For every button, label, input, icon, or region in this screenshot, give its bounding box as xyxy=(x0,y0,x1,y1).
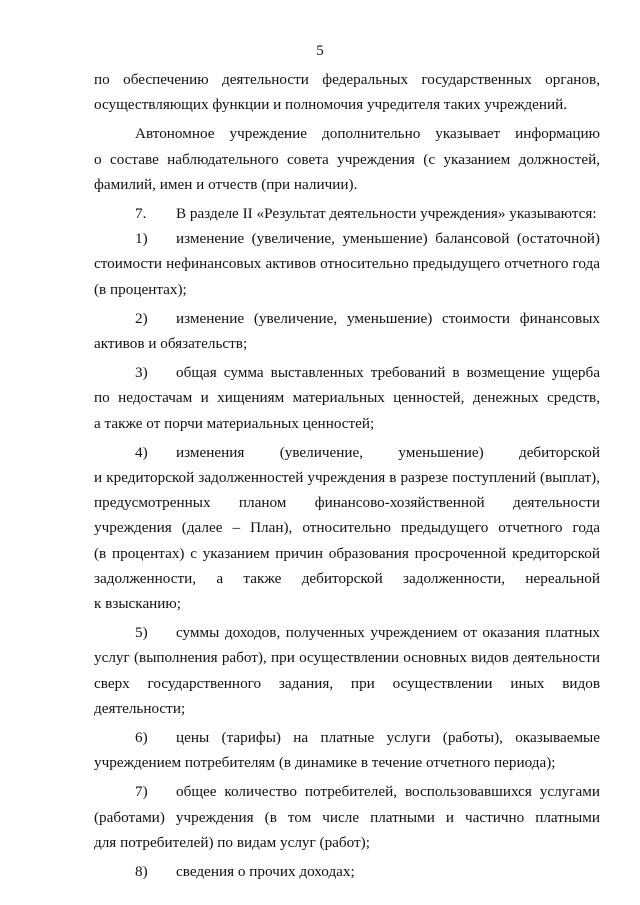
text-line: и кредиторской задолженностей учреждения в разрезе поступлений (выплат), xyxy=(94,469,600,487)
item-number: 4) xyxy=(135,443,148,461)
text-line: суммы доходов, полученных учреждением от оказания платных xyxy=(176,624,600,642)
text-line: активов и обязательств; xyxy=(94,335,248,353)
list-item-6 xyxy=(94,725,600,750)
text-line: изменение (увеличение, уменьшение) балансовой (остаточной) xyxy=(176,230,600,248)
list-item-3 xyxy=(94,360,600,385)
list-item-2 xyxy=(94,306,600,331)
item-number: 8) xyxy=(135,863,148,881)
text-line: по обеспечению деятельности федеральных государственных органов, xyxy=(94,71,600,88)
item-number: 6) xyxy=(135,729,148,747)
text-line: сверх государственного задания, при осуществлении иных видов xyxy=(94,674,600,692)
text-line: изменение (увеличение, уменьшение) стоимости финансовых xyxy=(176,309,600,327)
text-line: для потребителей) по видам услуг (работ); xyxy=(94,833,370,851)
text-line: общая сумма выставленных требований в возмещение ущерба xyxy=(176,364,600,382)
text-line: стоимости нефинансовых активов относительно предыдущего отчетного года xyxy=(94,255,600,273)
item-number: 7. xyxy=(135,205,147,223)
text-line: к взысканию; xyxy=(94,595,182,613)
list-item-4 xyxy=(94,440,600,465)
text-line: деятельности; xyxy=(94,699,186,717)
text-line: Автономное учреждение дополнительно указывает информацию xyxy=(135,125,600,143)
text-line: услуг (выполнения работ), при осуществлении основных видов деятельности xyxy=(94,649,600,667)
text-line: (работами) учреждения (в том числе платными и частично платными xyxy=(94,808,600,826)
list-item-5 xyxy=(94,620,600,645)
text-line: учреждением потребителям (в динамике в течение отчетного периода); xyxy=(94,754,556,772)
text-line: В разделе II «Результат деятельности учреждения» указываются: xyxy=(176,205,597,223)
text-line: (в процентах); xyxy=(94,280,187,298)
document-body xyxy=(94,67,600,884)
text-line: фамилий, имен и отчеств (при наличии). xyxy=(94,175,358,193)
text-line: по недостачам и хищениям материальных ценностей, денежных средств, xyxy=(94,389,600,407)
text-line: учреждения (далее – План), относительно предыдущего отчетного года xyxy=(94,519,600,537)
item-number: 2) xyxy=(135,309,148,327)
item-number: 7) xyxy=(135,783,148,801)
item-number: 5) xyxy=(135,624,148,642)
page-number: 5 xyxy=(316,43,324,59)
text-line: цены (тарифы) на платные услуги (работы), оказываемые xyxy=(176,729,600,747)
list-item-7b xyxy=(94,779,600,804)
list-item-1 xyxy=(94,226,600,251)
list-item-7 xyxy=(94,201,600,226)
text-line: о составе наблюдательного совета учреждения (с указанием должностей, xyxy=(94,150,600,168)
list-item-8 xyxy=(94,859,600,884)
text-line: изменения (увеличение, уменьшение) дебиторской xyxy=(176,443,600,461)
text-line: предусмотренных планом финансово-хозяйственной деятельности xyxy=(94,494,600,512)
text-line: осуществляющих функции и полномочия учредителя таких учреждений. xyxy=(94,96,568,114)
text-line: (в процентах) с указанием причин образования просроченной кредиторской xyxy=(94,544,600,562)
item-number: 1) xyxy=(135,230,148,248)
item-number: 3) xyxy=(135,364,148,382)
text-line: сведения о прочих доходах; xyxy=(176,863,355,881)
text-line: задолженности, а также дебиторской задолженности, нереальной xyxy=(94,569,600,587)
text-line: а также от порчи материальных ценностей; xyxy=(94,414,375,432)
text-line: общее количество потребителей, воспользовавшихся услугами xyxy=(176,783,600,801)
